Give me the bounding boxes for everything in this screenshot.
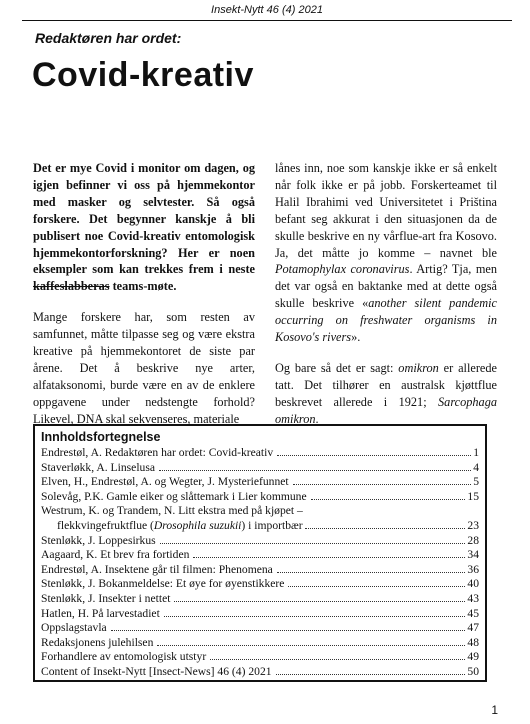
toc-page-number: 40 xyxy=(467,577,479,591)
species-name: Potamophylax coronavirus xyxy=(275,262,410,277)
body-paragraph xyxy=(275,360,497,428)
table-of-contents xyxy=(33,424,487,682)
toc-page-number: 34 xyxy=(467,548,479,562)
toc-entry-title: Stenløkk, J. Insekter i nettet xyxy=(41,591,171,605)
toc-page-number: 36 xyxy=(467,562,479,576)
toc-leader xyxy=(210,659,465,660)
toc-page-number: 5 xyxy=(473,475,479,489)
toc-entry xyxy=(41,534,479,549)
toc-entry xyxy=(41,577,479,592)
toc-page-number: 23 xyxy=(467,518,479,532)
running-header: Insekt-Nytt 46 (4) 2021 xyxy=(211,4,323,16)
toc-entry-title: flekkvingefruktflue (Drosophila suzukii) i importbær xyxy=(57,518,303,532)
toc-entry-title: Westrum, K. og Trandem, N. Litt ekstra med på kjøpet – xyxy=(41,504,303,518)
left-column xyxy=(33,160,255,442)
toc-entry-title: Endrestøl, A. Redaktøren har ordet: Covid-kreativ xyxy=(41,446,274,459)
text: Og bare så det er sagt: xyxy=(275,360,399,375)
lead-text: Det er mye Covid i monitor om dagen, og igjen befinner vi oss på hjemmekontor med masker og selvtester. Så også forskere. Det begynner kanskje å bli publisert noe Covid-kreativ entomologisk hjemmekontorforskning? Her er noen eksempler som kan trekkes frem i neste xyxy=(33,161,255,277)
toc-leader xyxy=(164,616,466,617)
toc-page-number: 43 xyxy=(467,591,479,605)
toc-entry-title: Staverløkk, A. Linselusa xyxy=(41,460,155,474)
toc-page-number: 4 xyxy=(473,460,479,474)
toc-entry xyxy=(41,665,479,680)
text: . xyxy=(315,411,319,426)
toc-entry xyxy=(41,548,479,563)
toc-leader xyxy=(277,572,466,573)
struck-word: kaffeslabberas xyxy=(33,279,110,294)
toc-entry-title: Endrestøl, A. Insektene går til filmen: Phenomena xyxy=(41,562,273,576)
toc-entry xyxy=(41,636,479,651)
toc-entry xyxy=(41,490,479,505)
text: lånes inn, noe som kanskje ikke er så enkelt når folk ikke er på jobb. Forskerteamet til Halil Ibrahimi ved Universitetet i Priština befant seg akkurat i den situasjonen da de skulle beskrive en ny vårflue-art fra Kosovo. Ja, det måtte jo komme – navnet ble xyxy=(275,161,497,260)
toc-page-number: 47 xyxy=(467,621,479,635)
toc-entry xyxy=(41,607,479,622)
toc-leader xyxy=(159,470,471,471)
right-column xyxy=(275,160,497,442)
text: er allerede tatt. Det tilhører en australsk kjøttflue beskrevet allerede i 1921; xyxy=(275,360,497,409)
toc-page-number: 28 xyxy=(467,533,479,547)
toc-page-number: 50 xyxy=(467,664,479,678)
toc-entry xyxy=(41,592,479,607)
toc-page-number: 15 xyxy=(467,489,479,503)
body-paragraph: Mange forskere har, som resten av samfunnet, måtte tilpasse seg og være ekstra kreative på hjemmekontoret de siste par årene. Det å beskrive nye arter, alfataksonomi, burde være en av de enklere oppgavene under nedstengte forhold? Likevel, DNA skal sekvenseres, materiale xyxy=(33,310,255,426)
toc-entry-title: Forhandlere av entomologisk utstyr xyxy=(41,650,207,664)
toc-leader xyxy=(157,645,465,646)
toc-entry xyxy=(41,519,479,534)
toc-leader xyxy=(174,601,465,602)
body-paragraph xyxy=(275,160,497,346)
text: . Artig? Tja, men det var også en baktanke med at dette også skulle beskrive « xyxy=(275,262,497,311)
toc-entry xyxy=(41,504,479,519)
toc-entry-title: Oppslagstavla xyxy=(41,621,107,635)
toc-entry-title: Stenløkk, J. Bokanmeldelse: Et øye for øyenstikkere xyxy=(41,577,285,591)
toc-entry-title: Elven, H., Endrestøl, A. og Wegter, J. Mysteriefunnet xyxy=(41,475,289,489)
toc-entry-title: Stenløkk, J. Loppesirkus xyxy=(41,533,156,547)
lead-paragraph xyxy=(33,160,255,295)
text: ». xyxy=(351,330,361,345)
toc-leader xyxy=(288,586,465,587)
toc-leader xyxy=(305,528,466,529)
quote: another silent pandemic occurring on freshwater organisms in Kosovo's rivers xyxy=(275,296,497,345)
toc-page-number: 49 xyxy=(467,650,479,664)
toc-leader xyxy=(293,484,472,485)
toc-list xyxy=(41,446,479,680)
toc-leader xyxy=(160,543,466,544)
toc-entry xyxy=(41,446,479,461)
lead-end: teams-møte. xyxy=(109,279,177,294)
toc-heading: Innholdsfortegnelse xyxy=(41,430,161,444)
toc-entry xyxy=(41,563,479,578)
toc-leader xyxy=(277,455,471,456)
toc-leader xyxy=(276,674,466,675)
toc-entry-title: Hatlen, H. På larvestadiet xyxy=(41,606,160,620)
toc-entry-title: Solevåg, P.K. Gamle eiker og slåttemark i Lier kommune xyxy=(41,489,307,503)
header-rule xyxy=(22,20,512,21)
toc-page-number: 48 xyxy=(467,635,479,649)
toc-page-number: 1 xyxy=(473,446,479,459)
kicker: Redaktøren har ordet: xyxy=(35,30,182,46)
page-number: 1 xyxy=(491,703,498,717)
page-title: Covid-kreativ xyxy=(32,56,254,94)
toc-entry-title: Aagaard, K. Et brev fra fortiden xyxy=(41,548,190,562)
species-name: omikron xyxy=(398,360,439,375)
toc-leader xyxy=(111,630,466,631)
species-name: Sarcophaga omikron xyxy=(275,394,497,426)
toc-entry-title: Redaksjonens julehilsen xyxy=(41,635,154,649)
toc-entry xyxy=(41,650,479,665)
toc-entry xyxy=(41,461,479,476)
toc-entry xyxy=(41,475,479,490)
toc-entry xyxy=(41,621,479,636)
toc-entry-title: Content of Insekt-Nytt [Insect-News] 46 (4) 2021 xyxy=(41,664,272,678)
toc-leader xyxy=(193,557,465,558)
toc-leader xyxy=(311,499,466,500)
toc-page-number: 45 xyxy=(467,606,479,620)
